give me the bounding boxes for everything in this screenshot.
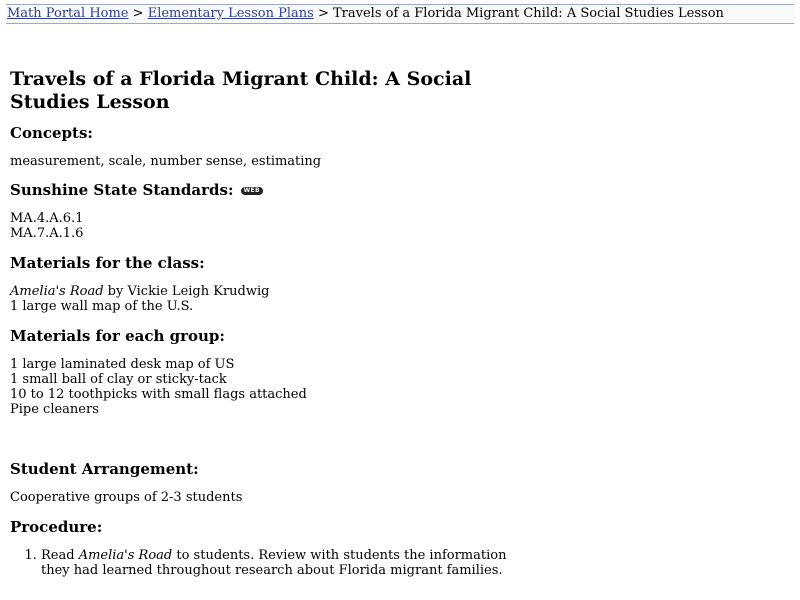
breadcrumb-separator: > bbox=[132, 6, 144, 21]
standards-heading-label: Sunshine State Standards: bbox=[10, 181, 234, 199]
breadcrumb-separator: > bbox=[317, 6, 329, 21]
materials-group-item: 10 to 12 toothpicks with small flags attached bbox=[10, 387, 307, 402]
materials-class-item: 1 large wall map of the U.S. bbox=[10, 299, 194, 314]
materials-class-heading: Materials for the class: bbox=[10, 254, 205, 272]
materials-class-item bbox=[10, 284, 510, 299]
main-content bbox=[10, 68, 510, 578]
standard-item: MA.7.A.1.6 bbox=[10, 226, 84, 241]
breadcrumb-link-home[interactable]: Math Portal Home bbox=[7, 6, 129, 21]
procedure-list bbox=[10, 548, 510, 578]
arrangement-heading: Student Arrangement: bbox=[10, 460, 199, 478]
standards-heading bbox=[10, 181, 510, 199]
arrangement-text: Cooperative groups of 2-3 students bbox=[10, 490, 243, 505]
materials-group-heading: Materials for each group: bbox=[10, 327, 225, 345]
procedure-step-text: Read bbox=[41, 548, 79, 563]
book-title: Amelia's Road bbox=[10, 284, 104, 299]
concepts-text: measurement, scale, number sense, estimating bbox=[10, 154, 322, 169]
procedure-step-text: to students. Review with students the information they had learned throughout research about Florida migrant families. bbox=[41, 548, 507, 578]
page-title: Travels of a Florida Migrant Child: A Social Studies Lesson bbox=[10, 68, 472, 113]
materials-group-item: 1 small ball of clay or sticky-tack bbox=[10, 372, 227, 387]
breadcrumb-link-lesson-plans[interactable]: Elementary Lesson Plans bbox=[147, 6, 314, 21]
procedure-heading: Procedure: bbox=[10, 518, 103, 536]
procedure-book-title: Amelia's Road bbox=[78, 548, 173, 563]
breadcrumb-current: Travels of a Florida Migrant Child: A Social Studies Lesson bbox=[333, 6, 724, 21]
standard-item: MA.4.A.6.1 bbox=[10, 211, 84, 226]
concepts-heading: Concepts: bbox=[10, 124, 93, 142]
materials-group-item: 1 large laminated desk map of US bbox=[10, 357, 235, 372]
procedure-step bbox=[41, 548, 510, 578]
materials-group-item: Pipe cleaners bbox=[10, 402, 99, 417]
breadcrumb bbox=[6, 4, 794, 24]
web-badge-icon[interactable]: WEB bbox=[241, 187, 263, 195]
book-author: by Vickie Leigh Krudwig bbox=[103, 284, 270, 299]
